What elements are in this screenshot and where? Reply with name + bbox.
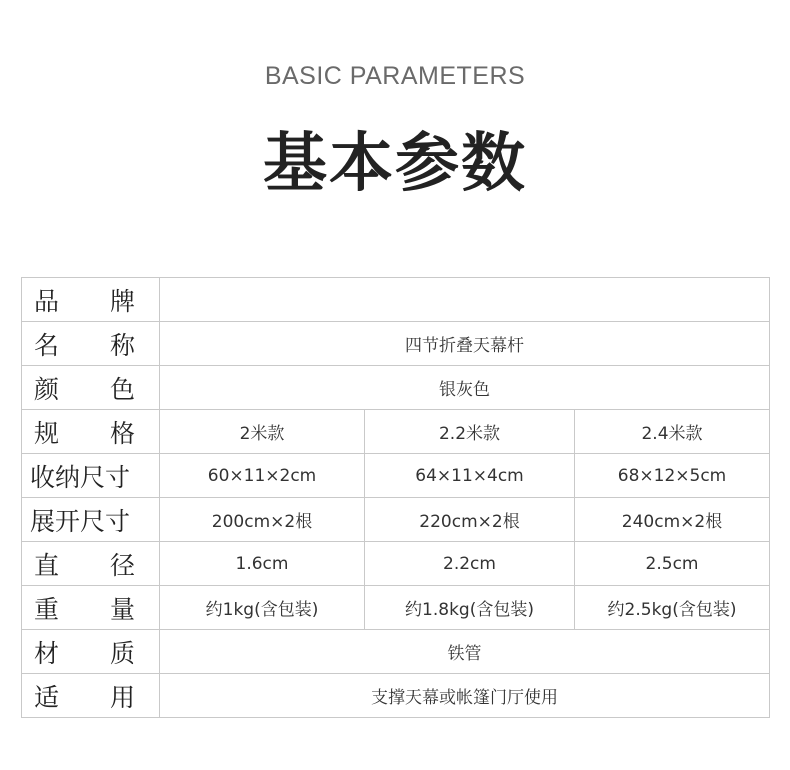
- label-char: 名: [34, 330, 60, 360]
- row-value: 2米款: [160, 410, 365, 454]
- row-value: 支撑天幕或帐篷门厅使用: [160, 674, 770, 718]
- table-row-color: [22, 366, 770, 410]
- label-text: 展开尺寸: [30, 506, 131, 536]
- row-label: [22, 366, 160, 410]
- row-value: 铁管: [160, 630, 770, 674]
- label-char: 称: [109, 330, 135, 360]
- label-char: 量: [109, 594, 135, 624]
- row-label: [22, 322, 160, 366]
- section-subtitle: BASIC PARAMETERS: [264, 62, 526, 90]
- row-value: 220cm×2根: [365, 498, 575, 542]
- row-value: 240cm×2根: [575, 498, 770, 542]
- table-row-diameter: [22, 542, 770, 586]
- row-value: 四节折叠天幕杆: [160, 322, 770, 366]
- row-label: [22, 630, 160, 674]
- table-row-spec: [22, 410, 770, 454]
- label-char: 品: [34, 286, 60, 316]
- table-row-brand: [22, 278, 770, 322]
- row-value: 1.6cm: [160, 542, 365, 586]
- row-label: [22, 498, 160, 542]
- table-row-usage: [22, 674, 770, 718]
- parameters-table: [21, 277, 770, 718]
- table-row-weight: [22, 586, 770, 630]
- row-label: [22, 542, 160, 586]
- row-value: 2.2cm: [365, 542, 575, 586]
- row-value: 约1.8kg(含包装): [365, 586, 575, 630]
- row-label: [22, 454, 160, 498]
- table-row-name: [22, 322, 770, 366]
- row-value: 64×11×4cm: [365, 454, 575, 498]
- row-value: 2.2米款: [365, 410, 575, 454]
- label-text: 收纳尺寸: [30, 462, 131, 492]
- table-row-unfolded-size: [22, 498, 770, 542]
- row-value: 约1kg(含包装): [160, 586, 365, 630]
- row-value: 2.4米款: [575, 410, 770, 454]
- label-char: 用: [109, 682, 135, 712]
- row-value: 银灰色: [160, 366, 770, 410]
- row-value: [160, 278, 770, 322]
- table-row-folded-size: [22, 454, 770, 498]
- label-char: 材: [34, 638, 60, 668]
- label-char: 牌: [109, 286, 135, 316]
- label-char: 直: [34, 550, 60, 580]
- row-value: 2.5cm: [575, 542, 770, 586]
- label-char: 规: [34, 418, 60, 448]
- label-char: 适: [34, 682, 60, 712]
- row-value: 60×11×2cm: [160, 454, 365, 498]
- row-value: 约2.5kg(含包装): [575, 586, 770, 630]
- row-label: [22, 278, 160, 322]
- row-value: 200cm×2根: [160, 498, 365, 542]
- label-char: 颜: [34, 374, 60, 404]
- label-char: 径: [109, 550, 135, 580]
- table-row-material: [22, 630, 770, 674]
- label-char: 色: [109, 374, 135, 404]
- row-label: [22, 410, 160, 454]
- label-char: 质: [109, 638, 135, 668]
- row-label: [22, 586, 160, 630]
- page-title: 基本参数: [263, 127, 527, 201]
- label-char: 格: [109, 418, 135, 448]
- row-value: 68×12×5cm: [575, 454, 770, 498]
- label-char: 重: [34, 594, 60, 624]
- row-label: [22, 674, 160, 718]
